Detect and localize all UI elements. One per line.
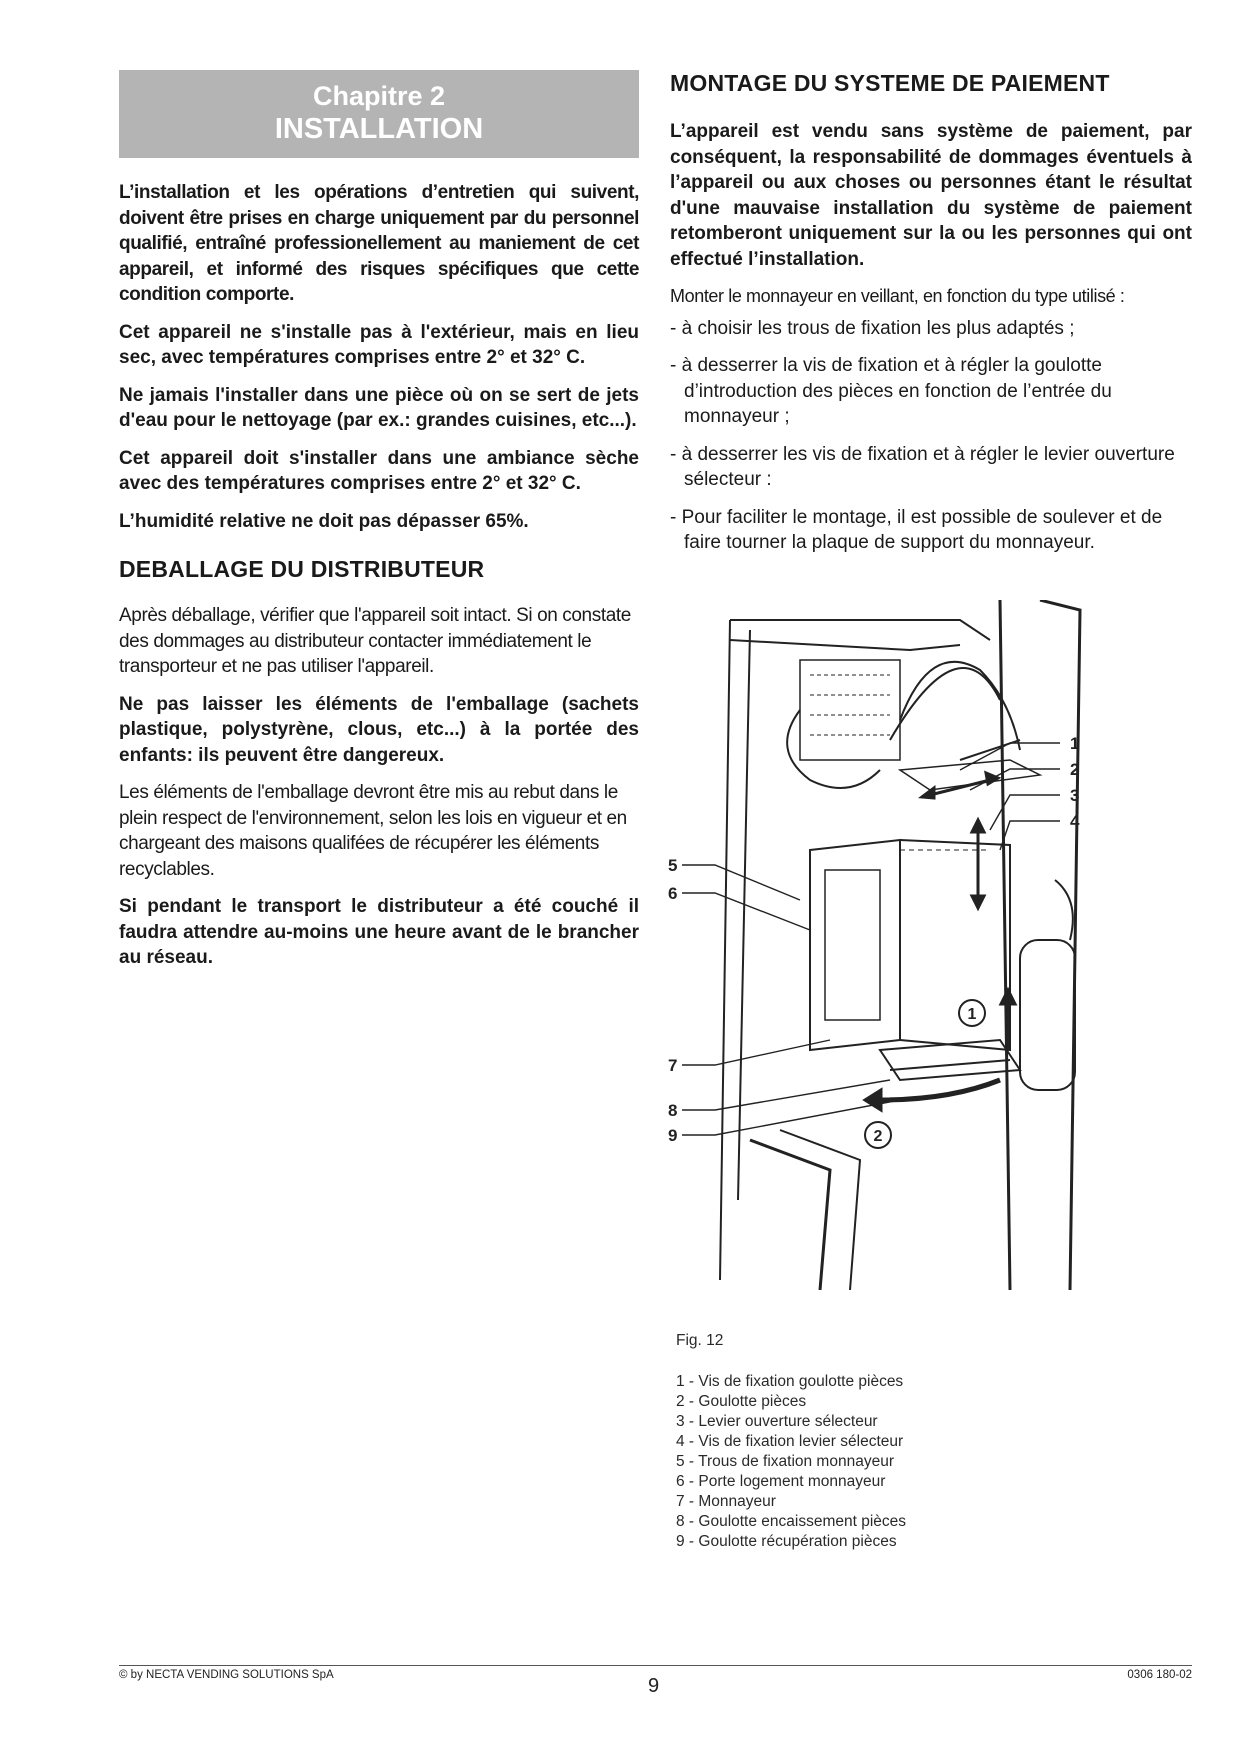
- callout-number: 3: [1070, 786, 1080, 805]
- mounting-steps: [670, 316, 1192, 556]
- legend-item: 3 - Levier ouverture sélecteur: [676, 1413, 878, 1430]
- chapter-title: INSTALLATION: [274, 113, 484, 145]
- installation-intro: L’installation et les opérations d’entretien qui suivent, doivent être prises en charge uniquement par du personnel qualifié, entraîné professionellement au maniement de cet appareil, et informé des risques spécifiques que cette condition comporte.: [119, 182, 639, 305]
- callout-number: 8: [668, 1101, 678, 1120]
- warning-dry-ambient: Cet appareil doit s'installer dans une ambiance sèche avec des températures comprises entre 2° et 32° C.: [119, 447, 639, 494]
- mounting-step: - à choisir les trous de fixation les plus adaptés ;: [670, 317, 1075, 339]
- legend-item: 7 - Monnayeur: [676, 1493, 776, 1510]
- right-column: [670, 70, 1192, 568]
- callout-number: 7: [668, 1056, 678, 1075]
- mounting-lead: Monter le monnayeur en veillant, en fonction du type utilisé :: [670, 286, 1125, 306]
- transport-warning: Si pendant le transport le distributeur a été couché il faudra attendre au-moins une heure avant de le brancher au réseau.: [119, 896, 639, 968]
- footer-copyright: © by NECTA VENDING SOLUTIONS SpA: [119, 1669, 334, 1681]
- mounting-step: - à desserrer les vis de fixation et à régler le levier ouverture sélecteur :: [670, 443, 1175, 490]
- legend-item: 9 - Goulotte récupération pièces: [676, 1533, 897, 1550]
- packaging-warning: Ne pas laisser les éléments de l'emballage (sachets plastique, polystyrène, clous, etc...) à la portée des enfants: ils peuvent être dangereux.: [119, 693, 639, 766]
- legend-item: 1 - Vis de fixation goulotte pièces: [676, 1373, 904, 1390]
- legend-item: 6 - Porte logement monnayeur: [676, 1473, 886, 1490]
- figure-caption: Fig. 12: [676, 1332, 724, 1349]
- mounting-step: - Pour faciliter le montage, il est possible de soulever et de faire tourner la plaque de support du monnayeur.: [670, 506, 1163, 553]
- recycling-text: Les éléments de l'emballage devront être mis au rebut dans le plein respect de l'environnement, selon les lois en vigueur et en chargeant des maisons qualifées de récupérer les éléments recyclables.: [119, 782, 627, 880]
- callout-number: 5: [668, 856, 678, 875]
- legend-item: 5 - Trous de fixation monnayeur: [676, 1453, 894, 1470]
- callout-number: 6: [668, 884, 678, 903]
- warning-outdoor: Cet appareil ne s'installe pas à l'extérieur, mais en lieu sec, avec températures comprises entre 2° et 32° C.: [119, 321, 639, 368]
- legend-item: 4 - Vis de fixation levier sélecteur: [676, 1433, 904, 1450]
- page-number: 9: [648, 1675, 660, 1697]
- mounting-step: - à desserrer la vis de fixation et à régler la goulotte d’introduction des pièces en fonction de l’entrée du monnayeur ;: [670, 355, 1112, 427]
- callout-number: 1: [1070, 734, 1080, 753]
- figure-legend: [676, 1372, 906, 1552]
- circled-marker: 2: [873, 1128, 883, 1145]
- footer-divider: [119, 1665, 1192, 1666]
- warning-water-jets: Ne jamais l'installer dans une pièce où on se sert de jets d'eau pour le nettoyage (par ex.: grandes cuisines, etc...).: [119, 384, 639, 431]
- callout-number: 9: [668, 1126, 678, 1145]
- callout-number: 2: [1070, 760, 1080, 779]
- chapter-header: [119, 70, 639, 158]
- warning-humidity: L’humidité relative ne doit pas dépasser 65%.: [119, 510, 529, 532]
- callout-number: 4: [1070, 812, 1080, 831]
- left-column: [119, 70, 639, 983]
- legend-item: 8 - Goulotte encaissement pièces: [676, 1513, 907, 1530]
- section-title-unpacking: DEBALLAGE DU DISTRIBUTEUR: [119, 556, 485, 582]
- chapter-number: Chapitre 2: [312, 81, 446, 111]
- section-title-payment: MONTAGE DU SYSTEME DE PAIEMENT: [670, 70, 1110, 96]
- legend-item: 2 - Goulotte pièces: [676, 1393, 807, 1410]
- unpacking-text: Après déballage, vérifier que l'appareil soit intact. Si on constate des dommages au distributeur contacter immédiatement le transporteur et ne pas utiliser l'appareil.: [119, 605, 631, 677]
- payment-intro: L’appareil est vendu sans système de paiement, par conséquent, la responsabilité de dommages éventuels à l’appareil ou aux choses ou personnes étant le résultat d'une mauvaise installation du système de paiement retomberont uniquement sur la ou les personnes qui ont effectué l’installation.: [670, 121, 1192, 270]
- coin-mechanism-illustration: [660, 600, 1100, 1290]
- document-code: 0306 180-02: [1127, 1669, 1192, 1681]
- circled-marker: 1: [967, 1006, 977, 1023]
